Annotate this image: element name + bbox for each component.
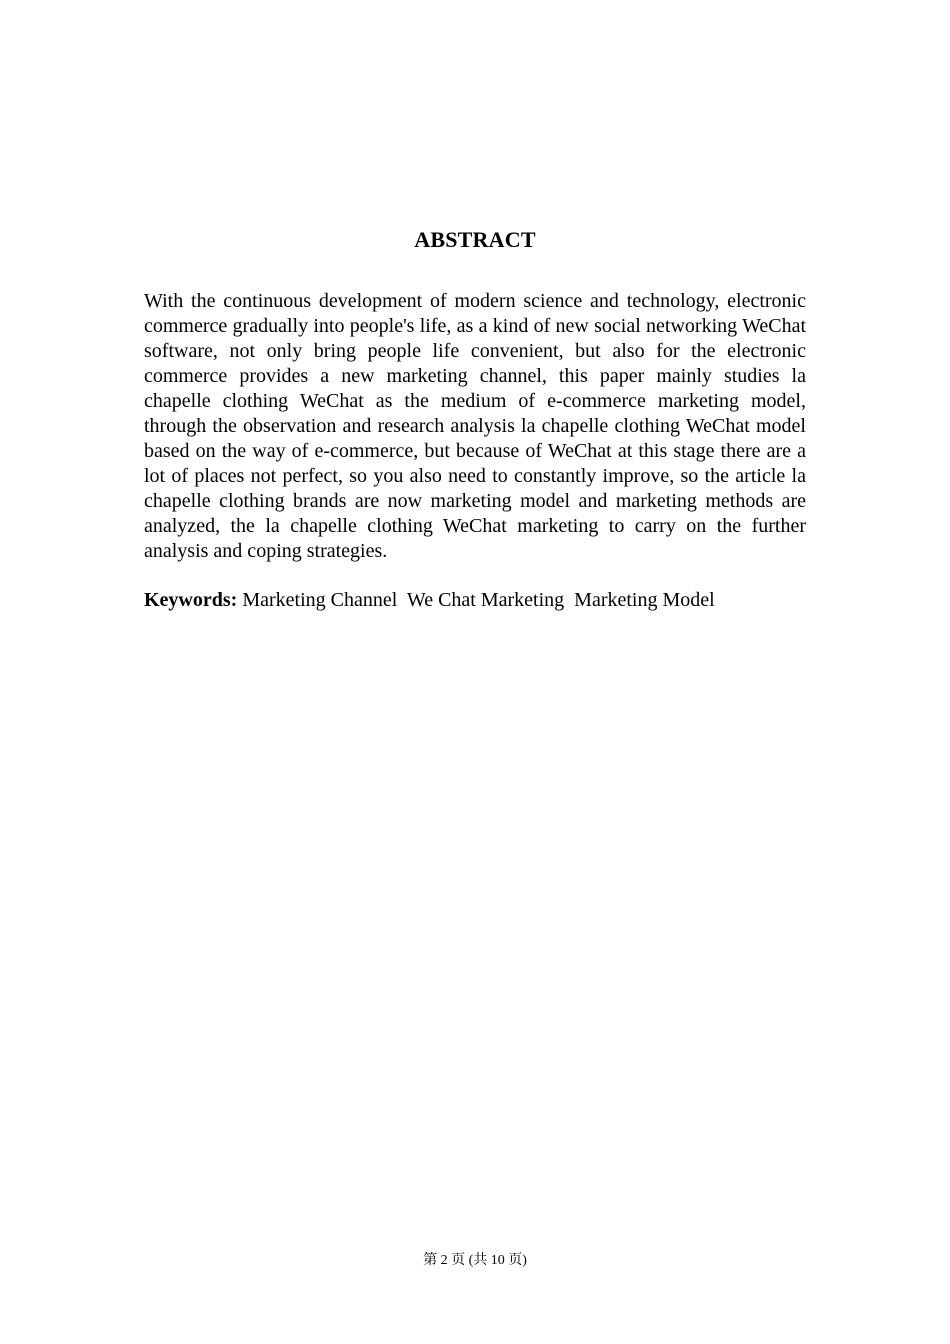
keywords-label: Keywords: (144, 589, 238, 611)
keywords-text: Marketing Channel We Chat Marketing Marketing Model (237, 589, 715, 611)
abstract-body: With the continuous development of modern science and technology, electronic commerce gradually into people's life, as a kind of new social networking WeChat software, not only bring people life convenient, but also for the electronic commerce provides a new marketing channel, this paper mainly studies la chapelle clothing WeChat as the medium of e-commerce marketing model, through the observation and research analysis la chapelle clothing WeChat model based on the way of e-commerce, but because of WeChat at this stage there are a lot of places not perfect, so you also need to constantly improve, so the article la chapelle clothing brands are now marketing model and marketing methods are analyzed, the la chapelle clothing WeChat marketing to carry on the further analysis and coping strategies. (144, 290, 806, 562)
abstract-heading: ABSTRACT (414, 227, 536, 252)
keywords-line (144, 588, 844, 613)
page-footer: 第 2 页 (共 10 页) (423, 1253, 527, 1268)
